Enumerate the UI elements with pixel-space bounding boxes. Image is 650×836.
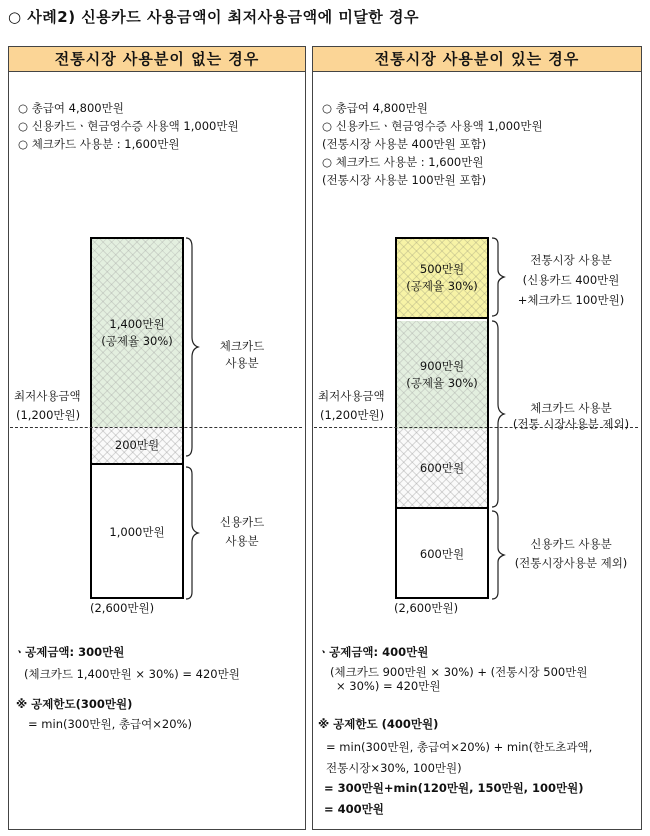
right-brace-market-icon	[490, 237, 506, 317]
left-seg-top-value: 1,400만원	[109, 317, 165, 331]
right-brace3-line2: (전통시장사용분 제외)	[514, 556, 628, 570]
right-seg1-rate: (공제율 30%)	[406, 279, 478, 293]
right-min-label: 최저사용금액	[318, 389, 385, 403]
right-brace-check-icon	[490, 320, 506, 508]
left-total: (2,600만원)	[90, 601, 155, 615]
right-deduction-calc-1: (체크카드 900만원 × 30%) + (전통시장 500만원	[330, 665, 588, 679]
left-stacked-bar	[90, 237, 184, 599]
left-limit-calc: = min(300만원, 총급여×20%)	[28, 717, 192, 731]
right-seg1-value: 500만원	[419, 262, 465, 276]
left-seg-top-rate: (공제율 30%)	[101, 334, 173, 348]
left-deduction-calc: (체크카드 1,400만원 × 30%) = 420만원	[24, 667, 240, 681]
left-brace-check-icon	[184, 237, 200, 457]
left-info-1: ○ 총급여 4,800만원	[18, 101, 124, 115]
left-seg-mid-value: 200만원	[114, 437, 160, 452]
right-info-3: (전통시장 사용분 400만원 포함)	[322, 137, 487, 151]
right-brace1-line2: (신용카드 400만원	[522, 273, 620, 287]
left-min-line	[10, 427, 302, 428]
right-seg-market	[397, 239, 487, 319]
right-limit-line-3: = 300만원+min(120만원, 150만원, 100만원)	[324, 781, 584, 795]
right-info-1: ○ 총급여 4,800만원	[322, 101, 428, 115]
left-min-label: 최저사용금액	[14, 389, 81, 403]
right-brace-credit-icon	[490, 510, 506, 600]
right-info-5: (전통시장 사용분 100만원 포함)	[322, 173, 487, 187]
left-seg-checkcard-min	[92, 427, 182, 465]
right-brace1-line1: 전통시장 사용분	[530, 253, 612, 267]
left-brace-check-label-2: 사용분	[225, 356, 259, 370]
right-stacked-bar	[395, 237, 489, 599]
right-deduction-calc-2: × 30%) = 420만원	[336, 679, 441, 693]
right-brace1-line3: +체크카드 100만원)	[517, 293, 625, 307]
right-seg2-value: 900만원	[419, 359, 465, 373]
right-min-value: (1,200만원)	[320, 408, 385, 422]
right-panel-header: 전통시장 사용분이 있는 경우	[313, 47, 641, 72]
right-seg3-value: 600만원	[419, 460, 465, 475]
right-brace2-line1: 체크카드 사용분	[530, 401, 612, 415]
right-deduction-label: ㆍ공제금액: 400만원	[318, 645, 429, 659]
left-info-3: ○ 체크카드 사용분 : 1,600만원	[18, 137, 180, 151]
right-seg-checkcard-deductible	[397, 321, 487, 429]
right-limit-label: ※ 공제한도 (400만원)	[318, 717, 439, 731]
left-min-value: (1,200만원)	[16, 408, 81, 422]
left-deduction-label: ㆍ공제금액: 300만원	[14, 645, 125, 659]
page-title: ○ 사례2) 신용카드 사용금액이 최저사용금액에 미달한 경우	[8, 8, 419, 26]
right-limit-line-2: 전통시장×30%, 100만원)	[326, 761, 462, 775]
left-seg-bottom-value: 1,000만원	[109, 524, 165, 539]
left-brace-credit-label-2: 사용분	[225, 534, 259, 548]
right-limit-line-1: = min(300만원, 총급여×20%) + min(한도초과액,	[326, 740, 593, 754]
right-brace2-line2: (전통 시장사용분 제외)	[512, 417, 630, 431]
right-info-2: ○ 신용카드ㆍ현금영수증 사용액 1,000만원	[322, 119, 543, 133]
right-seg4-value: 600만원	[419, 546, 465, 561]
right-brace3-line1: 신용카드 사용분	[530, 537, 612, 551]
left-panel-header: 전통시장 사용분이 없는 경우	[9, 47, 305, 72]
left-brace-credit-icon	[184, 466, 200, 600]
right-seg2-rate: (공제율 30%)	[406, 376, 478, 390]
right-limit-line-4: = 400만원	[324, 802, 384, 816]
left-seg-creditcard	[92, 467, 182, 597]
left-brace-credit-label-1: 신용카드	[219, 515, 265, 529]
right-seg-checkcard-min	[397, 429, 487, 509]
right-info-4: ○ 체크카드 사용분 : 1,600만원	[322, 155, 484, 169]
left-info-2: ○ 신용카드ㆍ현금영수증 사용액 1,000만원	[18, 119, 239, 133]
left-seg-checkcard-deductible	[92, 239, 182, 427]
left-limit-label: ※ 공제한도(300만원)	[16, 697, 133, 711]
left-brace-check-label-1: 체크카드	[219, 339, 265, 353]
right-total: (2,600만원)	[394, 601, 459, 615]
right-seg-creditcard	[397, 511, 487, 597]
